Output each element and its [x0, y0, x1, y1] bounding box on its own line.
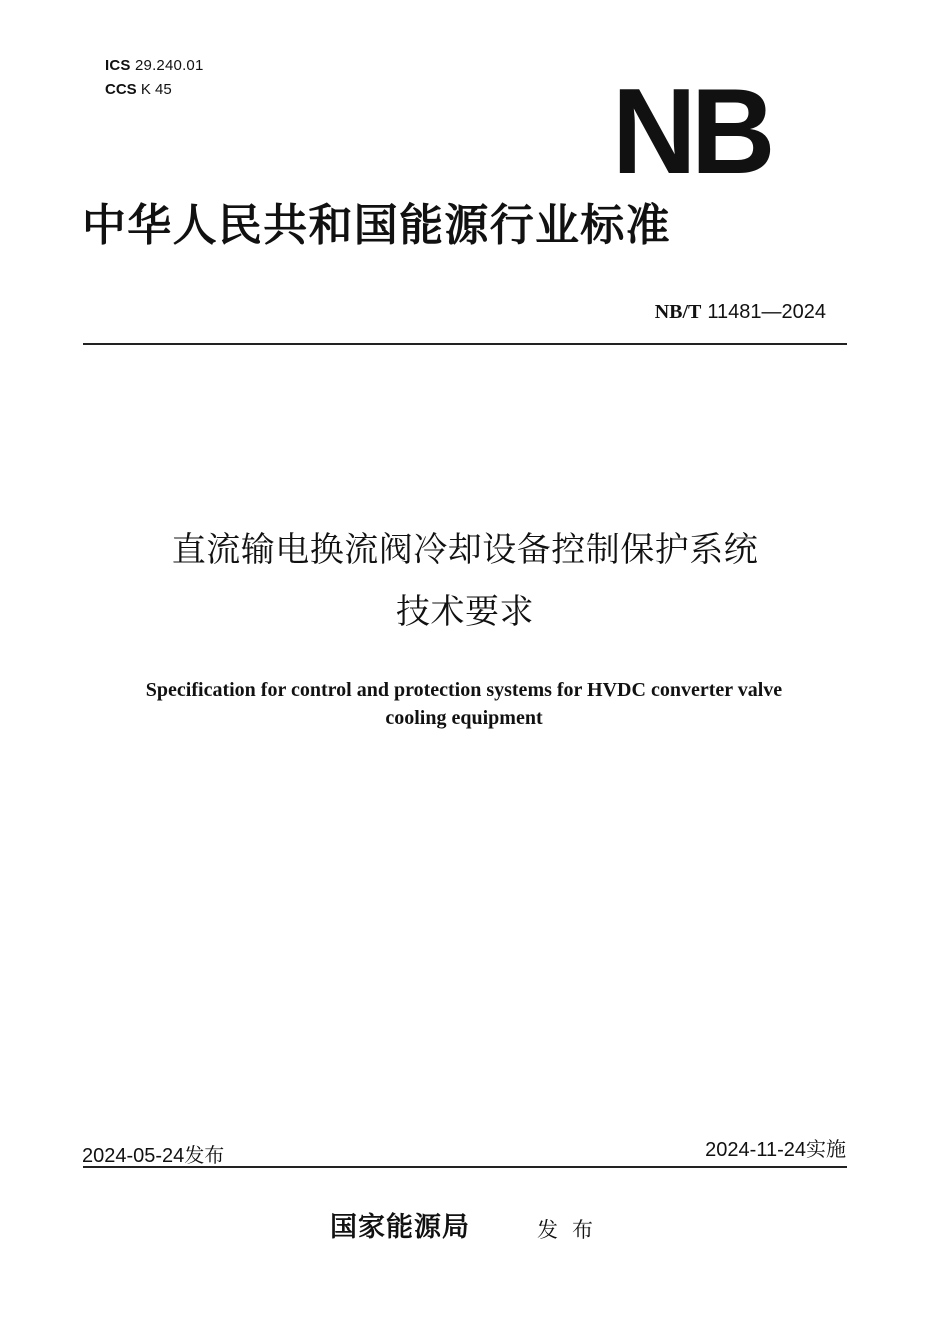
ics-label: ICS — [105, 57, 131, 74]
ics-classification — [105, 57, 204, 75]
implement-date-value: 2024-11-24 — [705, 1139, 806, 1161]
implement-label: 实施 — [806, 1137, 846, 1161]
document-title-zh-line1: 直流输电换流阀冷却设备控制保护系统 — [171, 530, 759, 570]
issuer-action: 发布 — [537, 1218, 607, 1242]
issuer-name: 国家能源局 — [330, 1212, 470, 1243]
standard-code: 11481—2024 — [707, 301, 826, 323]
ccs-label: CCS — [105, 81, 137, 98]
standard-number — [655, 299, 826, 325]
top-divider — [83, 343, 847, 345]
ccs-code: K 45 — [140, 81, 172, 98]
standard-prefix: NB/T — [654, 301, 702, 323]
standard-category-heading: 中华人民共和国能源行业标准 — [82, 200, 671, 251]
implement-date — [705, 1136, 846, 1163]
ics-code: 29.240.01 — [134, 57, 204, 74]
issue-date-value: 2024-05-24 — [82, 1145, 185, 1167]
bottom-divider — [83, 1166, 847, 1168]
ccs-classification — [105, 81, 172, 99]
nb-logo: NB — [612, 63, 770, 199]
issue-label: 发布 — [184, 1143, 225, 1167]
issue-date — [82, 1142, 224, 1169]
document-title-zh-line2: 技术要求 — [396, 592, 534, 632]
document-title-en-line1: Specification for control and protection systems for HVDC converter valve — [145, 679, 783, 701]
document-title-en-line2: cooling equipment — [385, 707, 543, 729]
